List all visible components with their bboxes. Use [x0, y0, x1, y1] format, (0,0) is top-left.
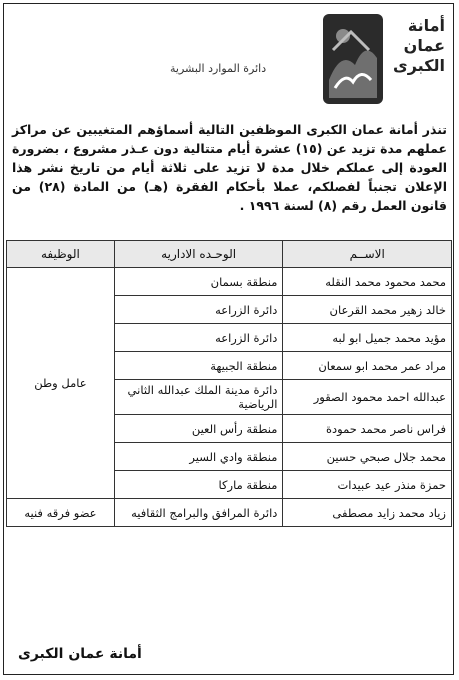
employee-unit: منطقة الجبيهة — [114, 352, 283, 380]
employee-name: خالد زهير محمد القرعان — [283, 296, 452, 324]
table-row — [7, 499, 452, 527]
logo-line-1: أمانة — [407, 16, 445, 35]
department-label: دائرة الموارد البشرية — [170, 62, 267, 75]
employee-table — [6, 240, 452, 527]
employee-name: حمزة منذر عيد عبيدات — [283, 471, 452, 499]
employee-unit: منطقة ماركا — [114, 471, 283, 499]
employee-name: مراد عمر محمد ابو سمعان — [283, 352, 452, 380]
employee-unit: دائرة الزراعه — [114, 296, 283, 324]
logo-wordmark — [385, 16, 445, 76]
employee-name: زياد محمد زايد مصطفى — [283, 499, 452, 527]
employee-name: عبدالله احمد محمود الصقور — [283, 380, 452, 415]
logo-line-2: عمان — [403, 36, 445, 55]
employee-unit: دائرة مدينة الملك عبدالله الثاني الرياضية — [114, 380, 283, 415]
employee-unit: منطقة بسمان — [114, 268, 283, 296]
employee-job-group: عامل وطن — [7, 268, 115, 499]
employee-unit: دائرة الزراعه — [114, 324, 283, 352]
amman-logo — [321, 10, 445, 108]
employee-unit: منطقة رأس العين — [114, 415, 283, 443]
employee-name: محمد محمود محمد النقله — [283, 268, 452, 296]
notice-body: تنذر أمانة عمان الكبرى الموظفين التالية أسماؤهم المتغيبين عن مراكز عملهم مدة تزيد عن (١٥) عشرة أيام متتالية دون عـذر مشروع ، بضرورة العودة إلى عملكم خلال مدة لا تزيد على ثلاثة أيام من تاريخ نشر هذا الإعلان تجنباً لفصلكم، عملا بأحكام الفقرة (هـ) من المادة (٢٨) من قانون العمل رقم (٨) لسنة ١٩٩٦ . — [12, 122, 447, 213]
header-job: الوظيفه — [7, 241, 115, 268]
employee-name: محمد جلال صبحي حسين — [283, 443, 452, 471]
signature: أمانة عمان الكبرى — [18, 646, 142, 662]
table-row — [7, 268, 452, 296]
header-name: الاســم — [283, 241, 452, 268]
employee-unit: منطقة وادي السير — [114, 443, 283, 471]
employee-job: عضو فرقه فنيه — [7, 499, 115, 527]
employee-unit: دائرة المرافق والبرامج الثقافيه — [114, 499, 283, 527]
logo-line-3: الكبرى — [393, 56, 445, 75]
header-unit: الوحـده الاداريه — [114, 241, 283, 268]
table-header-row — [7, 241, 452, 268]
employee-name: مؤيد محمد جميل ابو لبه — [283, 324, 452, 352]
employee-name: فراس ناصر محمد حمودة — [283, 415, 452, 443]
